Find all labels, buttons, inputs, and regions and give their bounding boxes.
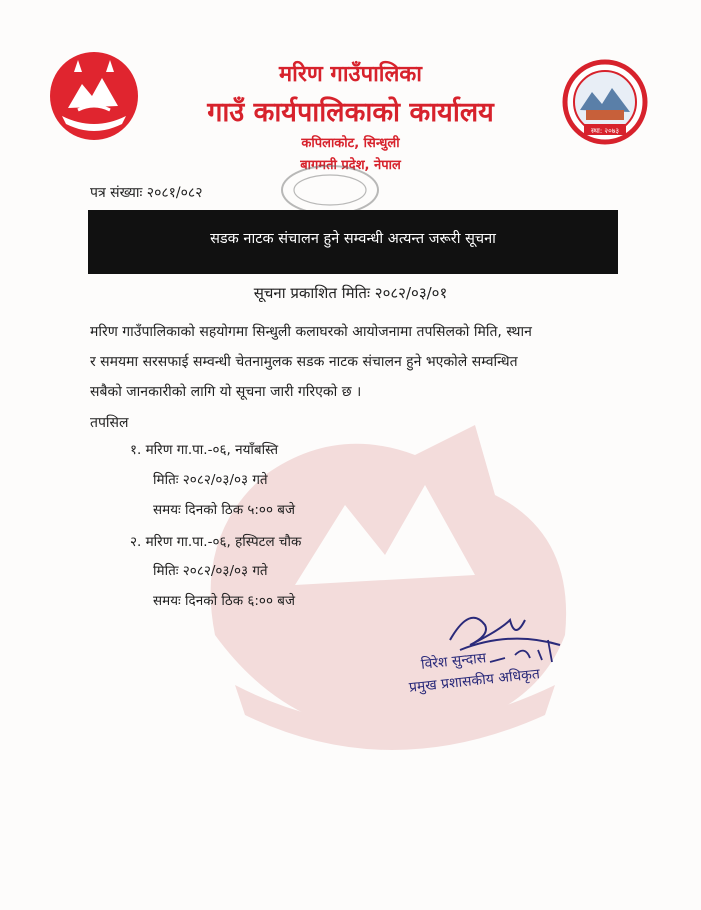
letter-number: पत्र संख्याः २०८१/०८२ [90, 185, 203, 201]
emblem-caption: स्था: २०७३ [590, 127, 620, 135]
signer-designation: प्रमुख प्रशासकीय अधिकृत [408, 666, 541, 696]
office-name: गाउँ कार्यपालिकाको कार्यालय [207, 97, 494, 128]
body-paragraph-line-3: सबैको जानकारीको लागि यो सूचना जारी गरिएको छ । [90, 384, 362, 400]
office-stamp-icon [275, 162, 385, 217]
body-paragraph-line-1: मरिण गाउँपालिकाको सहयोगमा सिन्धुली कलाघरको आयोजनामा तपसिलको मिति, स्थान [90, 324, 532, 340]
schedule-item-2-time: समयः दिनको ठिक ६:०० बजे [153, 593, 295, 609]
schedule-heading: तपसिल [90, 415, 129, 431]
office-address: कपिलाकोट, सिन्धुली [301, 136, 400, 151]
body-paragraph-line-2: र समयमा सरसफाई सम्वन्धी चेतनामुलक सडक नाटक संचालन हुने भएकोले सम्वन्धित [90, 354, 518, 370]
schedule-item-2-date: मितिः २०८२/०३/०३ गते [153, 563, 268, 579]
notice-title: सडक नाटक संचालन हुने सम्वन्धी अत्यन्त जरूरी सूचना [210, 231, 496, 247]
schedule-item-1-time: समयः दिनको ठिक ५:०० बजे [153, 502, 295, 518]
schedule-item-2-place: २. मरिण गा.पा.-०६, हस्पिटल चौक [130, 534, 302, 550]
signer-name: विरेश सुन्दास [420, 650, 487, 673]
published-date: सूचना प्रकाशित मितिः २०८२/०३/०१ [253, 284, 448, 302]
municipality-name: मरिण गाउँपालिका [279, 62, 422, 87]
notice-title-banner [88, 210, 618, 274]
schedule-item-1-date: मितिः २०८२/०३/०३ गते [153, 472, 268, 488]
schedule-item-1-place: १. मरिण गा.पा.-०६, नयाँबस्ति [130, 442, 279, 458]
province-address: बागमती प्रदेश, नेपाल [300, 158, 401, 173]
